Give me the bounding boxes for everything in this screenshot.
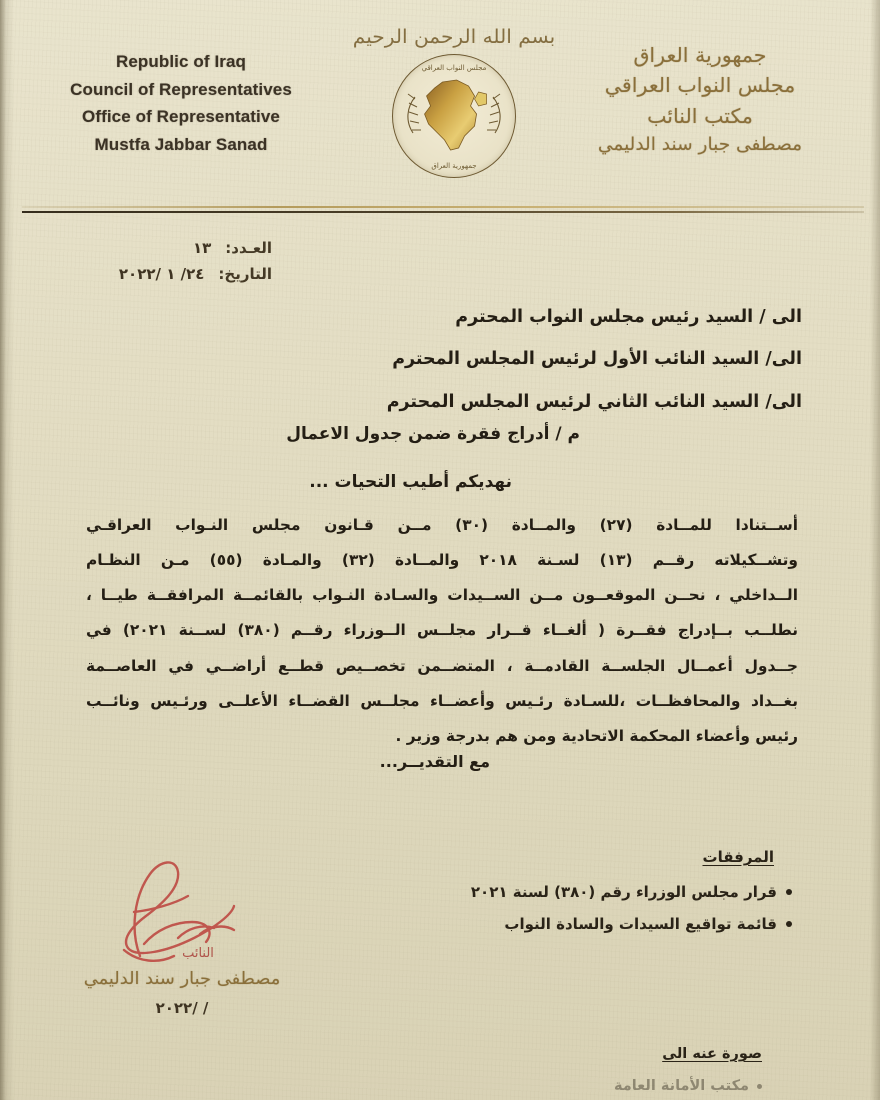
letter-body	[86, 508, 798, 754]
letterhead-english	[36, 48, 326, 158]
recipient-line-3: الى/ السيد النائب الثاني لرئيس المجلس المحترم	[386, 391, 802, 412]
copy-to-section	[614, 1046, 762, 1094]
bullet-icon	[786, 921, 792, 927]
date-value: ٢٤/ ١ /٢٠٢٢	[118, 264, 205, 283]
basmala-text: بسم الله الرحمن الرحيم	[352, 26, 556, 48]
letterhead-ar-line-3: مكتب النائب	[647, 103, 753, 128]
emblem-ring-text-bottom: جمهورية العراق	[431, 162, 477, 170]
letterhead-en-line-1: Republic of Iraq	[115, 52, 247, 71]
letterhead-en-line-4: Mustfa Jabbar Sanad	[94, 134, 268, 154]
attachments-section	[471, 848, 792, 941]
letterhead-arabic	[546, 40, 855, 159]
iraq-map-icon	[417, 78, 489, 154]
bullet-icon	[786, 889, 792, 895]
greeting-line: نهديكم أطيب التحيات ...	[309, 472, 512, 492]
state-emblem	[344, 26, 564, 178]
letterhead-ar-line-4: مصطفى جبار سند الدليمي	[597, 134, 803, 156]
meta-row-date	[72, 262, 272, 288]
number-label: العـدد:	[225, 239, 272, 257]
copy-to-item	[614, 1078, 762, 1094]
number-value: ١٣	[192, 239, 212, 257]
body-line-4: نطلــب بــإدراج فقــرة ( ألغــاء قــرار مجلــس الــوزراء رقــم (٣٨٠) لســنة ٢٠٢١) في	[86, 621, 799, 640]
body-line-6: بغــداد والمحافظــات ،للسـادة رئـيس وأعضــاء مجلــس القضــاء الأعلــى ورئـيس ونائــب	[86, 691, 798, 710]
header-rule-dark	[22, 211, 864, 213]
emblem-circle	[392, 54, 516, 178]
date-label: التاريخ:	[218, 264, 272, 283]
body-line-5: جــدول أعمــال الجلســة القادمــة ، المتضــمن تخصــيص قطــع أراضــي في العاصــمة	[86, 656, 798, 675]
signature-name: مصطفى جبار سند الدليمي	[83, 969, 281, 989]
letterhead-en-line-3: Office of Representative	[82, 107, 280, 127]
copy-to-label: مكتب الأمانة العامة	[613, 1078, 749, 1094]
body-line-3: الــداخلي ، نحــن الموقعــون مــن الســيدات والسـادة النـواب بالقائمــة المرافقــة طيــا ،	[86, 586, 798, 605]
body-line-7: رئيس وأعضاء المحكمة الاتحادية ومن هم بدرجة وزير .	[395, 726, 798, 745]
copy-to-title: صورة عنه الى	[662, 1046, 762, 1062]
recipient-line-2: الى/ السيد النائب الأول لرئيس المجلس المحترم	[392, 349, 802, 370]
header-rule-gold	[22, 206, 864, 208]
attachment-label: قرار مجلس الوزراء رقم (٣٨٠) لسنة ٢٠٢١	[470, 883, 777, 901]
signature-role: النائب	[182, 946, 214, 961]
letterhead-ar-line-1: جمهورية العراق	[633, 43, 767, 67]
document-meta	[72, 236, 272, 288]
attachments-title: المرفقات	[702, 848, 774, 866]
body-line-2: وتشــكيلاته رقــم (١٣) لسـنة ٢٠١٨ والمــادة (٣٢) والمـادة (٥٥) مـن النظـام	[86, 551, 798, 570]
subject-line: م / أدراج فقرة ضمن جدول الاعمال	[286, 424, 580, 444]
emblem-ring-text-top: مجلس النواب العراقي	[421, 64, 487, 72]
signature-date: / /٢٠٢٢	[155, 999, 209, 1017]
closing-line: مع التقديــر...	[379, 752, 490, 771]
recipient-list	[387, 296, 802, 423]
letterhead-en-line-2: Council of Representatives	[70, 79, 292, 99]
letterhead-ar-line-2: مجلس النواب العراقي	[604, 73, 796, 98]
letterhead	[0, 26, 880, 206]
bullet-icon	[757, 1084, 762, 1089]
attachment-item	[471, 908, 792, 940]
body-line-1: أســتنادا للمــادة (٢٧) والمــادة (٣٠) مــن قـانون مجلس النـواب العراقـي	[86, 516, 798, 534]
meta-row-number	[72, 236, 272, 262]
attachment-item	[471, 876, 792, 908]
attachment-label: قائمة تواقيع السيدات والسادة النواب	[504, 915, 777, 934]
signature-block	[62, 852, 302, 1017]
recipient-line-1: الى / السيد رئيس مجلس النواب المحترم	[455, 307, 802, 327]
